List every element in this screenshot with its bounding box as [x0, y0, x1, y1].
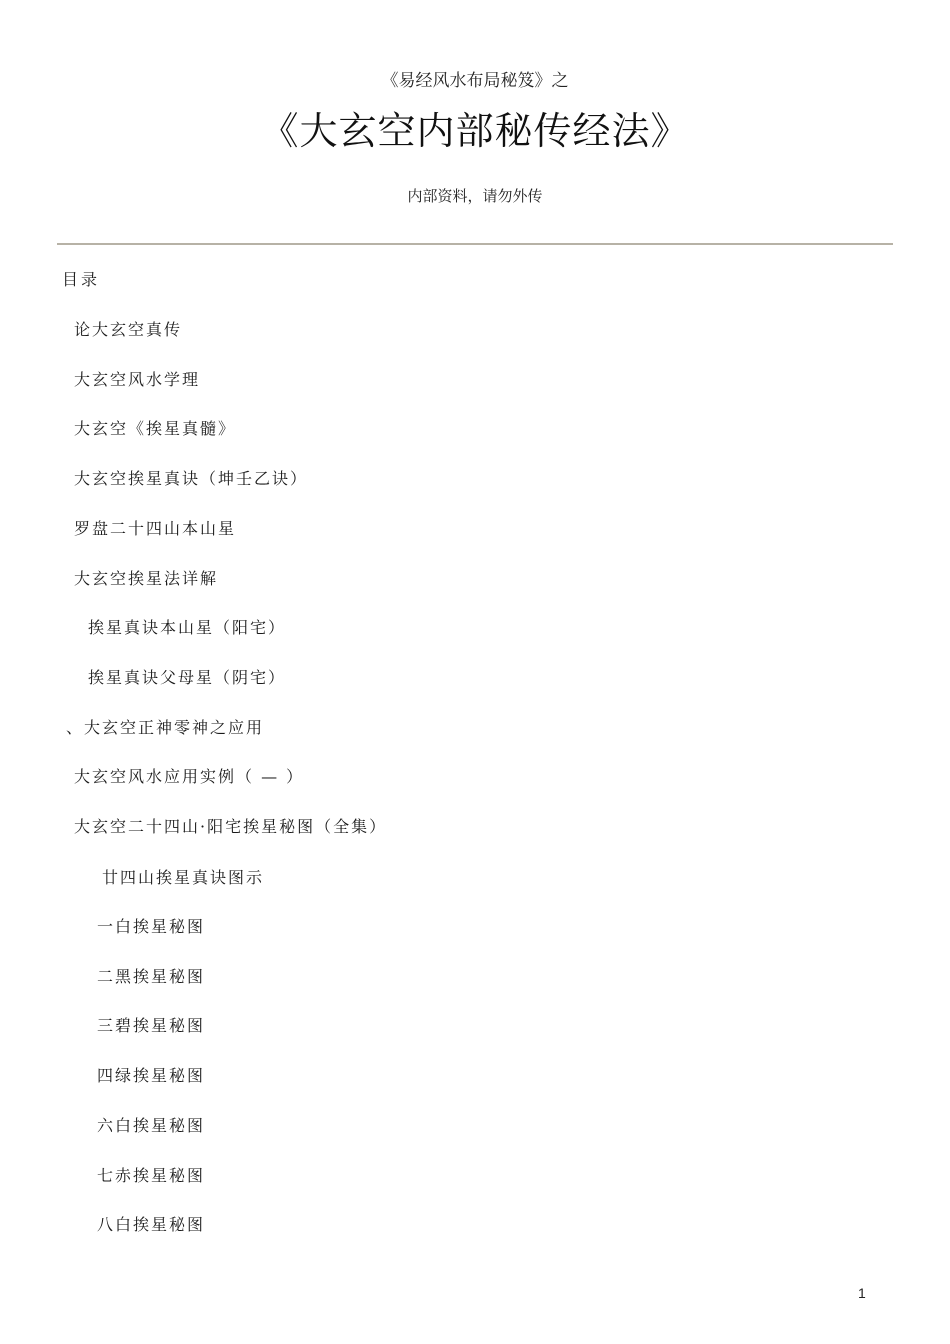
toc-item[interactable]: 一白挨星秘图: [97, 917, 206, 936]
toc-item[interactable]: 大玄空风水学理: [74, 370, 201, 389]
document-title: 《大玄空内部秘传经法》: [260, 109, 690, 153]
toc-item[interactable]: 大玄空挨星法详解: [74, 569, 219, 588]
header-divider: [57, 243, 893, 245]
document-supertitle: 《易经风水布局秘笈》之: [381, 71, 569, 91]
toc-item[interactable]: 六白挨星秘图: [97, 1116, 206, 1135]
toc-heading: 目录: [62, 270, 101, 289]
toc-item[interactable]: 大玄空《挨星真髓》: [74, 419, 237, 438]
toc-item[interactable]: 八白挨星秘图: [97, 1215, 206, 1234]
toc-item[interactable]: 罗盘二十四山本山星: [74, 519, 237, 538]
toc-item[interactable]: 四绿挨星秘图: [97, 1066, 206, 1085]
toc-item[interactable]: 大玄空二十四山·阳宅挨星秘图（全集）: [74, 817, 388, 836]
toc-item[interactable]: 挨星真诀父母星（阴宅）: [88, 668, 287, 687]
toc-item[interactable]: 大玄空风水应用实例（ — ）: [74, 767, 305, 786]
toc-item[interactable]: 、大玄空正神零神之应用: [66, 718, 265, 737]
page-number: 1: [858, 1285, 866, 1301]
toc-item[interactable]: 大玄空挨星真诀（坤壬乙诀）: [74, 469, 309, 488]
toc-item[interactable]: 论大玄空真传: [74, 320, 183, 339]
toc-item[interactable]: 挨星真诀本山星（阳宅）: [88, 618, 287, 637]
toc-item[interactable]: 二黑挨星秘图: [97, 967, 206, 986]
document-subtitle: 内部资料，请勿外传: [407, 187, 543, 205]
toc-item[interactable]: 七赤挨星秘图: [97, 1166, 206, 1185]
toc-item[interactable]: 廿四山挨星真诀图示: [102, 868, 265, 887]
toc-item[interactable]: 三碧挨星秘图: [97, 1016, 206, 1035]
